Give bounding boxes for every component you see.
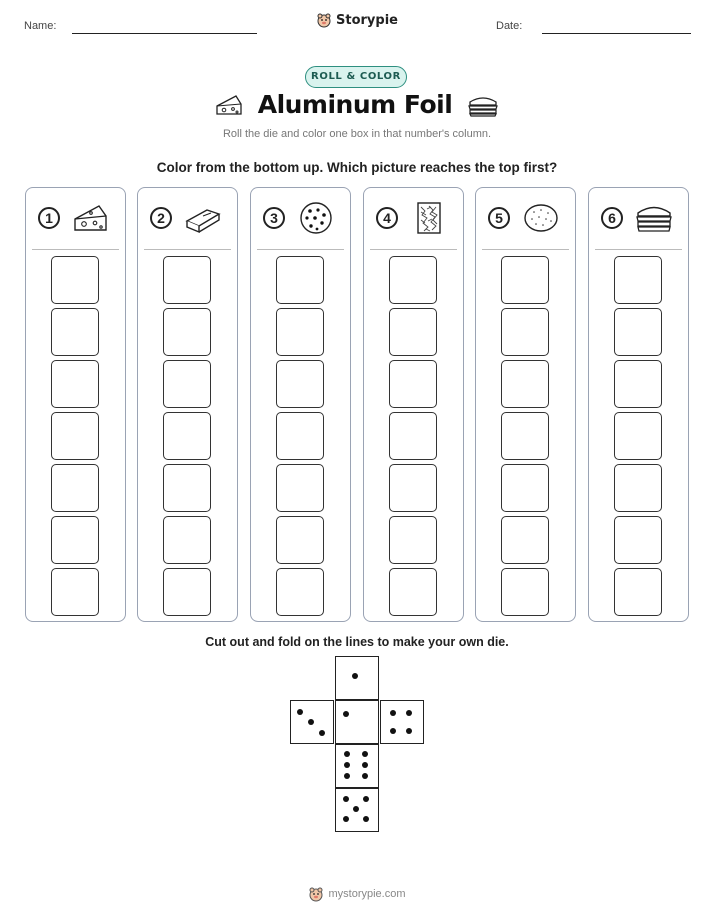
pip [390,728,396,734]
brand-logo [0,12,714,28]
color-box[interactable] [501,360,549,408]
color-box[interactable] [501,568,549,616]
pip [353,806,359,812]
column-number: 3 [263,207,285,229]
column-number: 1 [38,207,60,229]
column-divider [257,249,344,250]
color-box[interactable] [163,412,211,460]
color-box[interactable] [501,464,549,512]
pip [344,762,350,768]
date-line[interactable] [542,33,691,34]
color-box[interactable] [614,360,662,408]
color-box[interactable] [163,516,211,564]
color-box[interactable] [614,256,662,304]
die-face-1 [335,656,379,700]
color-box[interactable] [163,256,211,304]
footer [0,886,714,902]
column-divider [144,249,231,250]
die-face-center [335,700,379,744]
column-number: 6 [601,207,623,229]
color-box[interactable] [276,568,324,616]
color-box[interactable] [501,412,549,460]
column-3 [250,187,351,622]
cookie-icon [296,201,336,235]
color-box[interactable] [276,464,324,512]
color-box[interactable] [51,412,99,460]
pip [308,719,314,725]
pip [406,710,412,716]
butter-icon [183,201,223,235]
column-divider [595,249,682,250]
die-face-5 [335,788,379,832]
column-1 [25,187,126,622]
color-box[interactable] [276,516,324,564]
die-face-4 [380,700,424,744]
pip [363,816,369,822]
color-box[interactable] [614,412,662,460]
storypie-mascot-icon [316,12,332,28]
cut-instruction: Cut out and fold on the lines to make your own die. [205,635,509,649]
cheese-icon [71,201,111,235]
column-number: 5 [488,207,510,229]
die-face-3 [290,700,334,744]
brand-name: Storypie [336,12,398,28]
column-5 [475,187,576,622]
color-box[interactable] [614,464,662,512]
color-box[interactable] [51,464,99,512]
column-2 [137,187,238,622]
pip [343,816,349,822]
color-box[interactable] [163,464,211,512]
pip [362,773,368,779]
color-box[interactable] [389,256,437,304]
foil-wrapped-food-icon [409,201,449,235]
column-divider [482,249,569,250]
color-box[interactable] [389,568,437,616]
name-line[interactable] [72,33,257,34]
color-box[interactable] [389,464,437,512]
color-box[interactable] [614,516,662,564]
die-net [290,656,425,836]
color-box[interactable] [163,360,211,408]
pip [363,796,369,802]
column-divider [370,249,457,250]
column-number: 4 [376,207,398,229]
cheese-icon [214,92,244,118]
column-number: 2 [150,207,172,229]
die-face-6 [335,744,379,788]
color-box[interactable] [501,256,549,304]
pip [362,762,368,768]
pip [344,773,350,779]
color-box[interactable] [614,568,662,616]
color-box[interactable] [276,308,324,356]
pip [344,751,350,757]
sandwich-icon [466,92,500,118]
color-box[interactable] [51,568,99,616]
column-divider [32,249,119,250]
column-4 [363,187,464,622]
activity-badge: ROLL & COLOR [305,66,407,88]
pip [343,796,349,802]
title-row [0,90,714,119]
pip [390,710,396,716]
color-box[interactable] [51,516,99,564]
storypie-mascot-icon [308,886,324,902]
color-box[interactable] [276,256,324,304]
color-box[interactable] [389,360,437,408]
color-box[interactable] [163,568,211,616]
color-box[interactable] [389,516,437,564]
color-box[interactable] [389,412,437,460]
pip [319,730,325,736]
pip [362,751,368,757]
name-label: Name: [24,20,57,32]
color-box[interactable] [51,256,99,304]
pip [406,728,412,734]
pip [352,673,358,679]
page-title: Aluminum Foil [257,90,453,119]
color-box[interactable] [501,516,549,564]
pip [343,711,349,717]
subtitle: Roll the die and color one box in that number's column. [222,128,492,140]
color-box[interactable] [276,412,324,460]
pip [297,709,303,715]
instruction: Color from the bottom up. Which picture reaches the top first? [156,160,558,175]
color-box[interactable] [51,308,99,356]
potato-icon [521,201,561,235]
footer-url[interactable]: mystorypie.com [328,888,406,900]
color-box[interactable] [501,308,549,356]
color-box[interactable] [51,360,99,408]
color-box[interactable] [163,308,211,356]
color-box[interactable] [389,308,437,356]
color-box[interactable] [614,308,662,356]
sandwich-icon [634,201,674,235]
color-box[interactable] [276,360,324,408]
date-label: Date: [496,20,523,32]
column-6 [588,187,689,622]
